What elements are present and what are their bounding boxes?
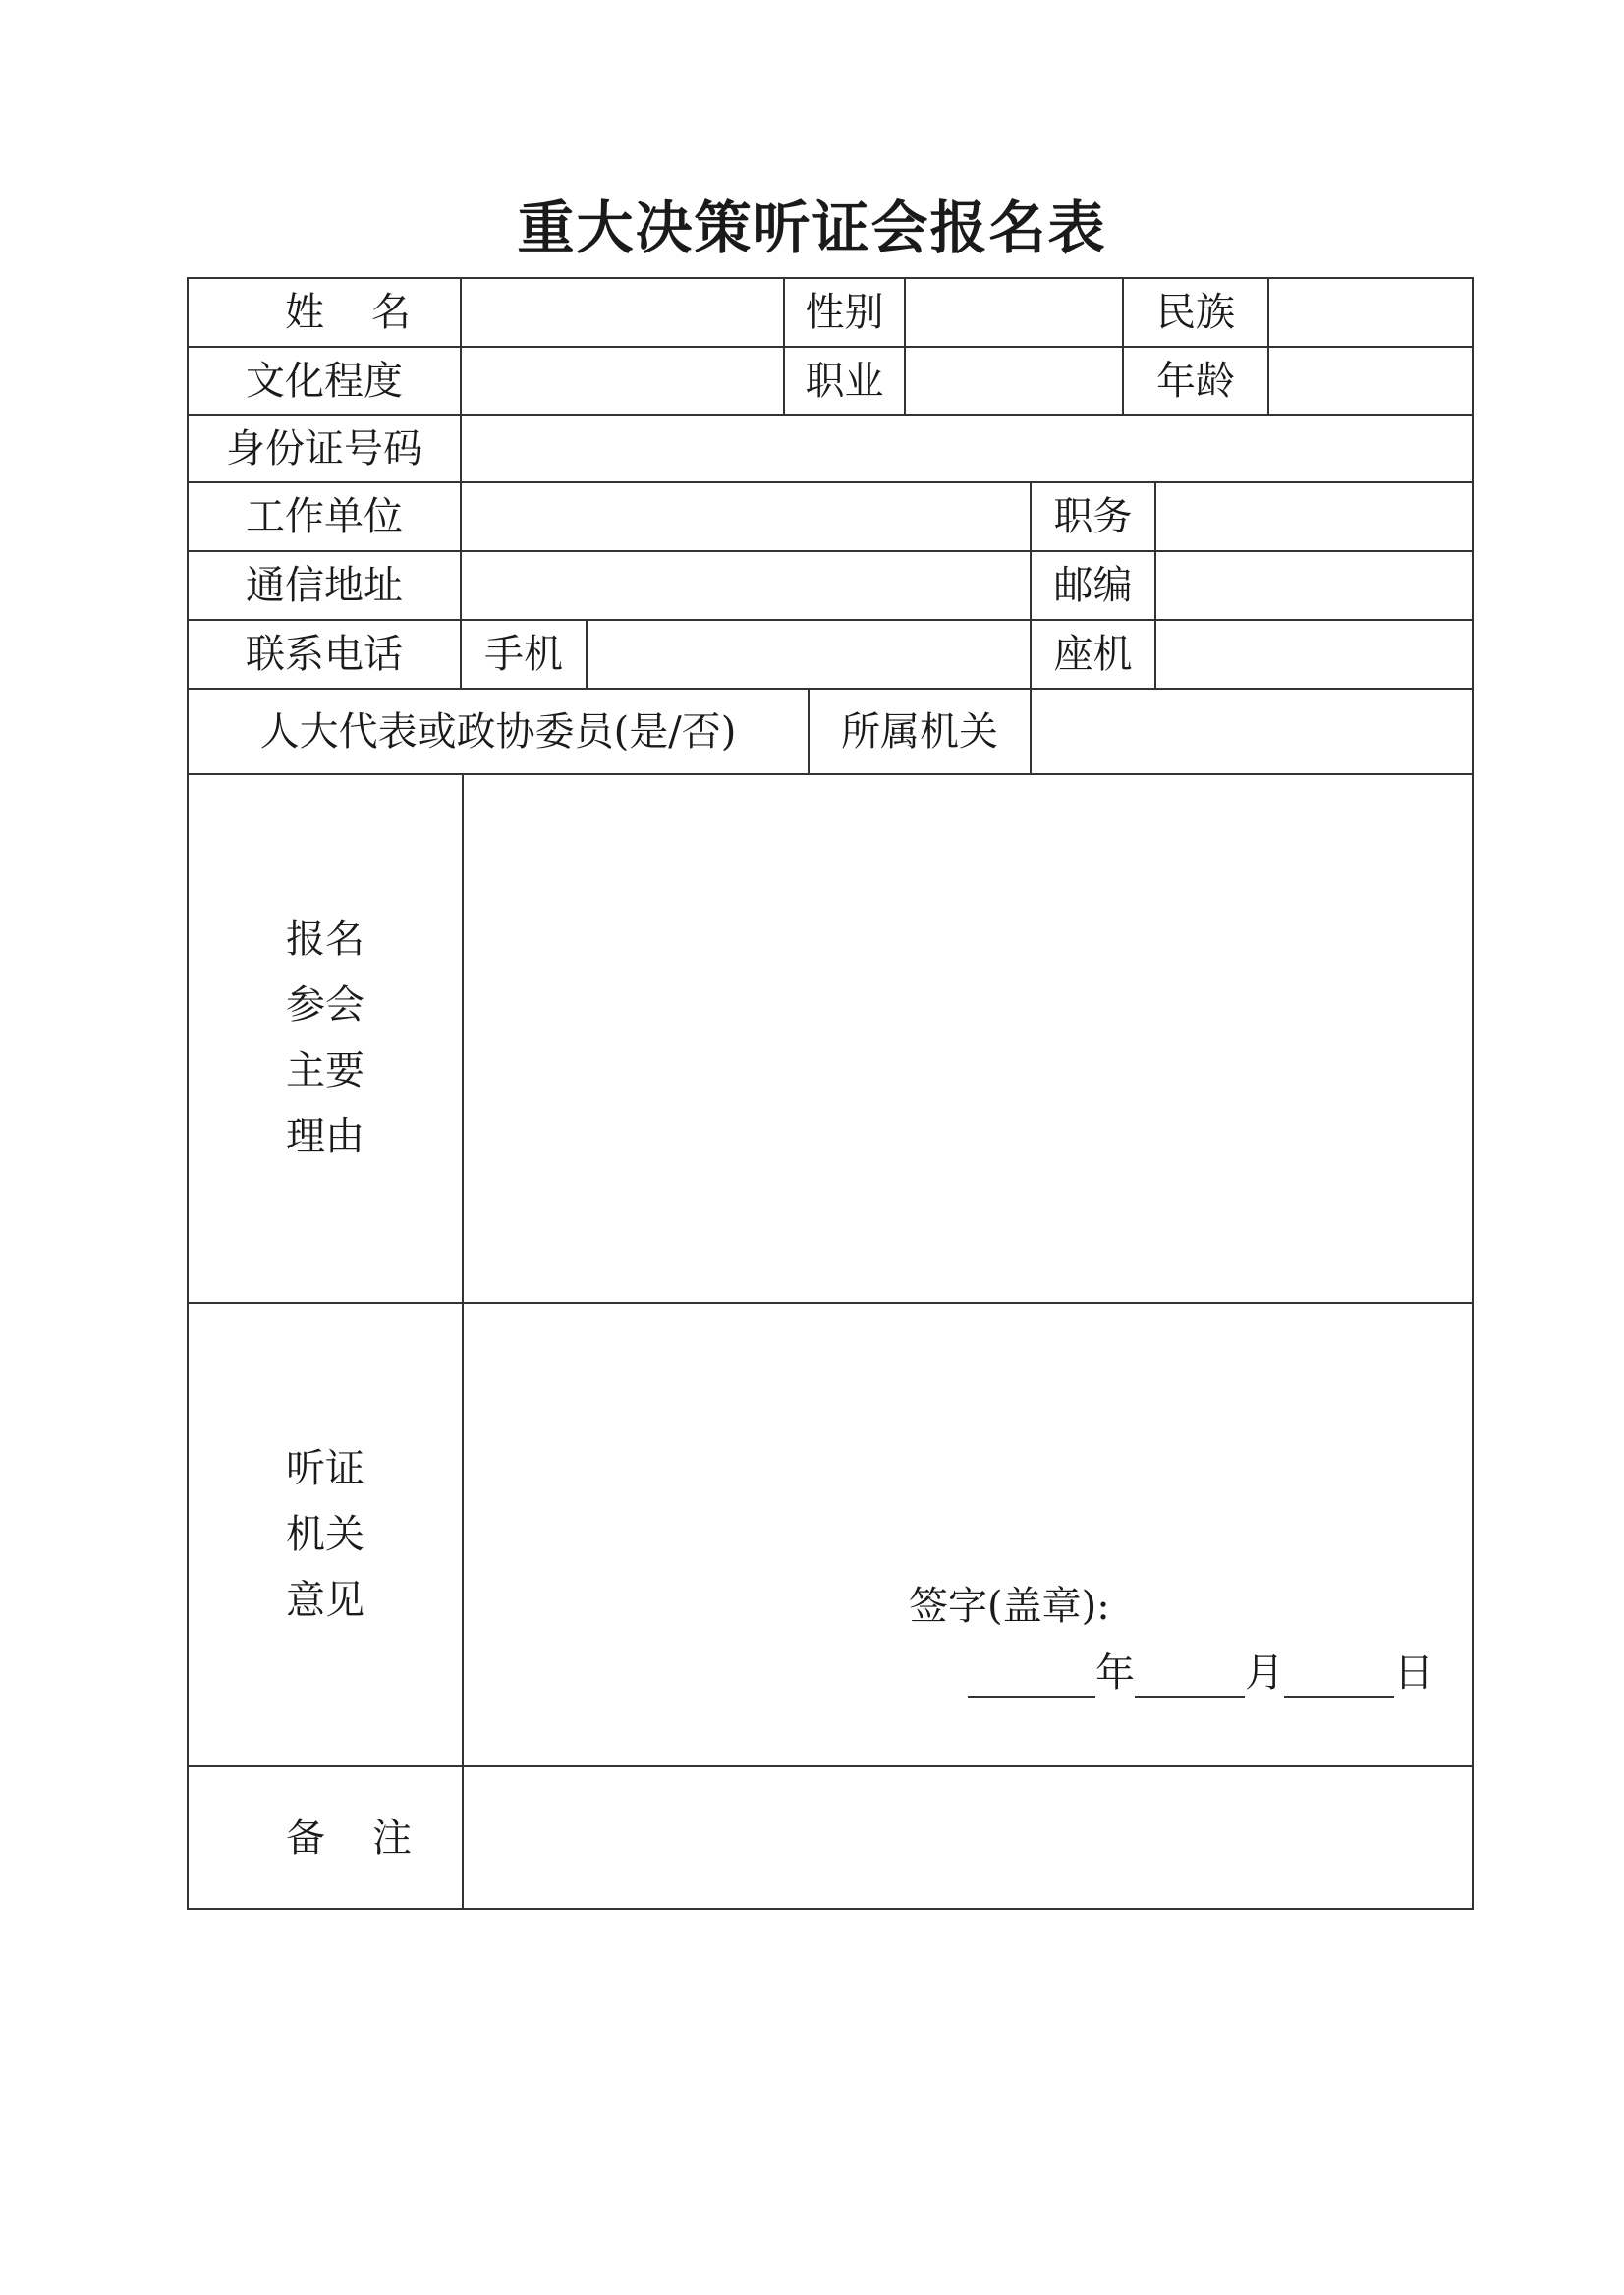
mobile-field[interactable] [588,621,1030,688]
signature-label: 签字(盖章): [909,1584,1110,1629]
phone-label: 联系电话 [246,632,403,677]
address-field[interactable] [462,552,1030,619]
table-border-right [1472,277,1474,1910]
remarks-label: 备注 [286,1815,459,1861]
page-title: 重大决策听证会报名表 [517,195,1107,261]
table-border-bottom [187,1908,1474,1910]
date-line [968,1649,1433,1698]
postcode-label: 邮编 [1053,563,1133,608]
workplace-field[interactable] [462,483,1030,550]
deputy-label: 人大代表或政协委员(是/否) [259,708,737,755]
postcode-field[interactable] [1156,552,1472,619]
reason-label-line: 参会 [286,982,364,1028]
landline-label: 座机 [1053,632,1133,677]
reason-label-line: 理由 [286,1114,364,1159]
ethnicity-field[interactable] [1269,279,1472,346]
age-field[interactable] [1269,348,1472,414]
day-blank[interactable] [1284,1662,1394,1698]
workplace-label: 工作单位 [246,494,403,539]
education-field[interactable] [462,348,783,414]
ethnicity-label: 民族 [1156,290,1235,335]
opinion-label-line: 意见 [286,1577,364,1623]
name-field[interactable] [462,279,783,346]
id-number-field[interactable] [462,416,1472,481]
day-label: 日 [1394,1651,1433,1696]
remarks-field[interactable] [464,1767,1472,1908]
id-number-label: 身份证号码 [226,425,422,472]
opinion-label [189,1304,462,1765]
year-blank[interactable] [968,1662,1095,1698]
affiliation-field[interactable] [1032,690,1472,773]
year-label: 年 [1095,1651,1135,1696]
education-label: 文化程度 [246,358,403,404]
month-blank[interactable] [1135,1662,1245,1698]
position-field[interactable] [1156,483,1472,550]
name-label: 姓名 [285,290,458,335]
gender-field[interactable] [906,279,1122,346]
opinion-label-line: 机关 [286,1511,364,1557]
gender-label: 性别 [805,290,884,335]
reason-label [189,775,462,1302]
landline-field[interactable] [1156,621,1472,688]
address-label: 通信地址 [246,563,403,608]
opinion-label-line: 听证 [286,1445,364,1491]
reason-label-line: 报名 [286,917,364,962]
position-label: 职务 [1053,494,1133,539]
month-label: 月 [1245,1651,1284,1696]
occupation-field[interactable] [906,348,1122,414]
reason-label-line: 主要 [286,1048,364,1093]
age-label: 年龄 [1156,358,1235,404]
affiliation-label: 所属机关 [841,708,998,755]
reason-field[interactable] [464,775,1472,1302]
mobile-label: 手机 [484,632,563,677]
occupation-label: 职业 [805,358,884,404]
